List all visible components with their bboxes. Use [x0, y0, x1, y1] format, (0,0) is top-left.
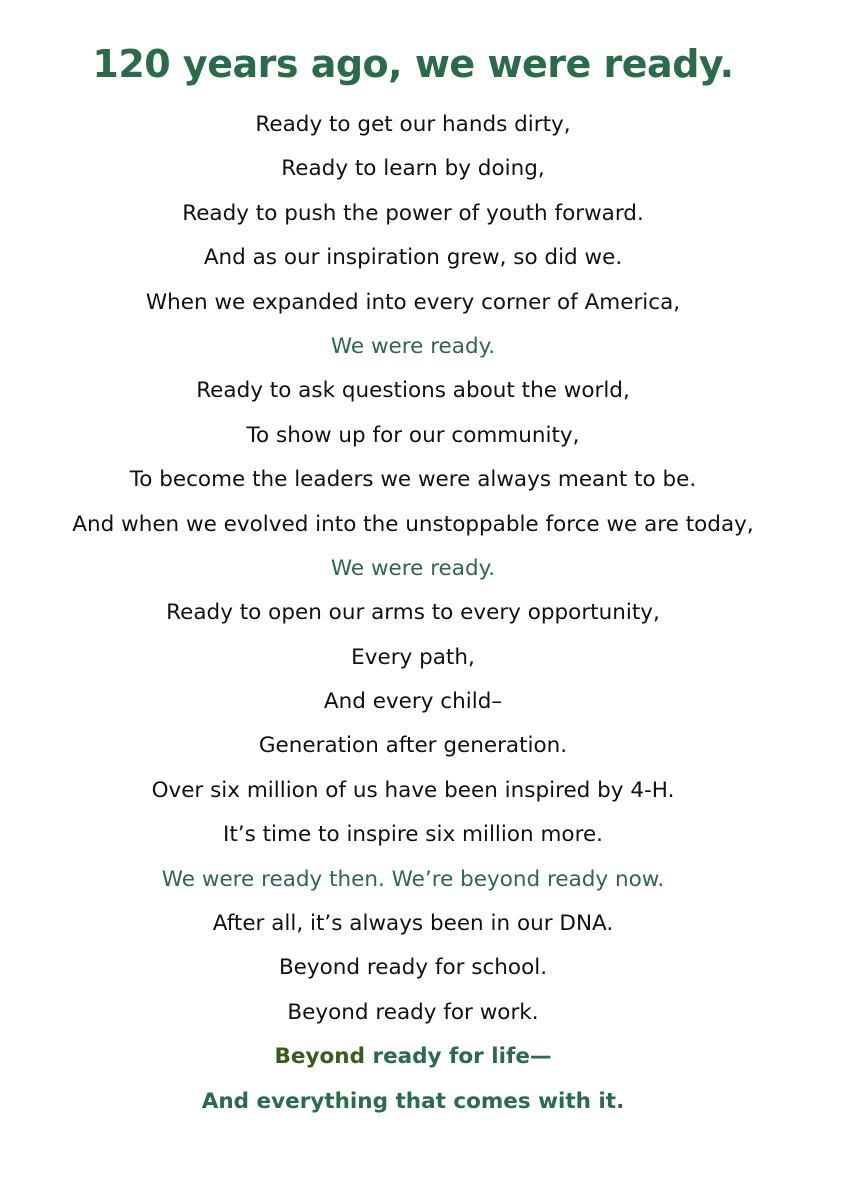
poem-line: When we expanded into every corner of America,	[145, 289, 681, 315]
poem-line-highlight: We were ready.	[330, 555, 496, 581]
poem-line: It’s time to inspire six million more.	[222, 822, 604, 848]
poem-line: Beyond ready for work.	[287, 999, 539, 1025]
poem-line: Ready to get our hands dirty,	[255, 112, 571, 137]
poem-line: Ready to ask questions about the world,	[196, 378, 630, 404]
closing-line	[0, 1035, 826, 1079]
poem-line: Ready to learn by doing,	[281, 156, 545, 182]
poem-line: Over six million of us have been inspired by 4-H.	[151, 777, 675, 803]
poem-line: To become the leaders we were always meant to be.	[129, 467, 697, 493]
poem-line: Beyond ready for school.	[278, 955, 548, 981]
page-title: 120 years ago, we were ready.	[92, 42, 734, 86]
poem-line: Ready to push the power of youth forward.	[182, 200, 644, 226]
poem-line-highlight: We were ready then. We’re beyond ready now.	[161, 866, 665, 892]
closing-rest: ready for life—	[364, 1044, 552, 1070]
poem-line: And when we evolved into the unstoppable force we are today,	[72, 511, 754, 537]
poem-body	[0, 103, 826, 1124]
poem-line: To show up for our community,	[246, 422, 580, 448]
poem-line: Every path,	[351, 644, 475, 670]
poem-line: Generation after generation.	[258, 733, 568, 759]
poem-line-highlight: We were ready.	[330, 333, 496, 359]
closing-lead-word: Beyond	[274, 1044, 365, 1070]
poem-line: After all, it’s always been in our DNA.	[212, 911, 614, 937]
poem-line: And as our inspiration grew, so did we.	[203, 245, 623, 271]
poem-line: Ready to open our arms to every opportunity,	[166, 600, 660, 626]
poem-line: And every child–	[323, 689, 503, 715]
final-line: And everything that comes with it.	[201, 1088, 625, 1114]
